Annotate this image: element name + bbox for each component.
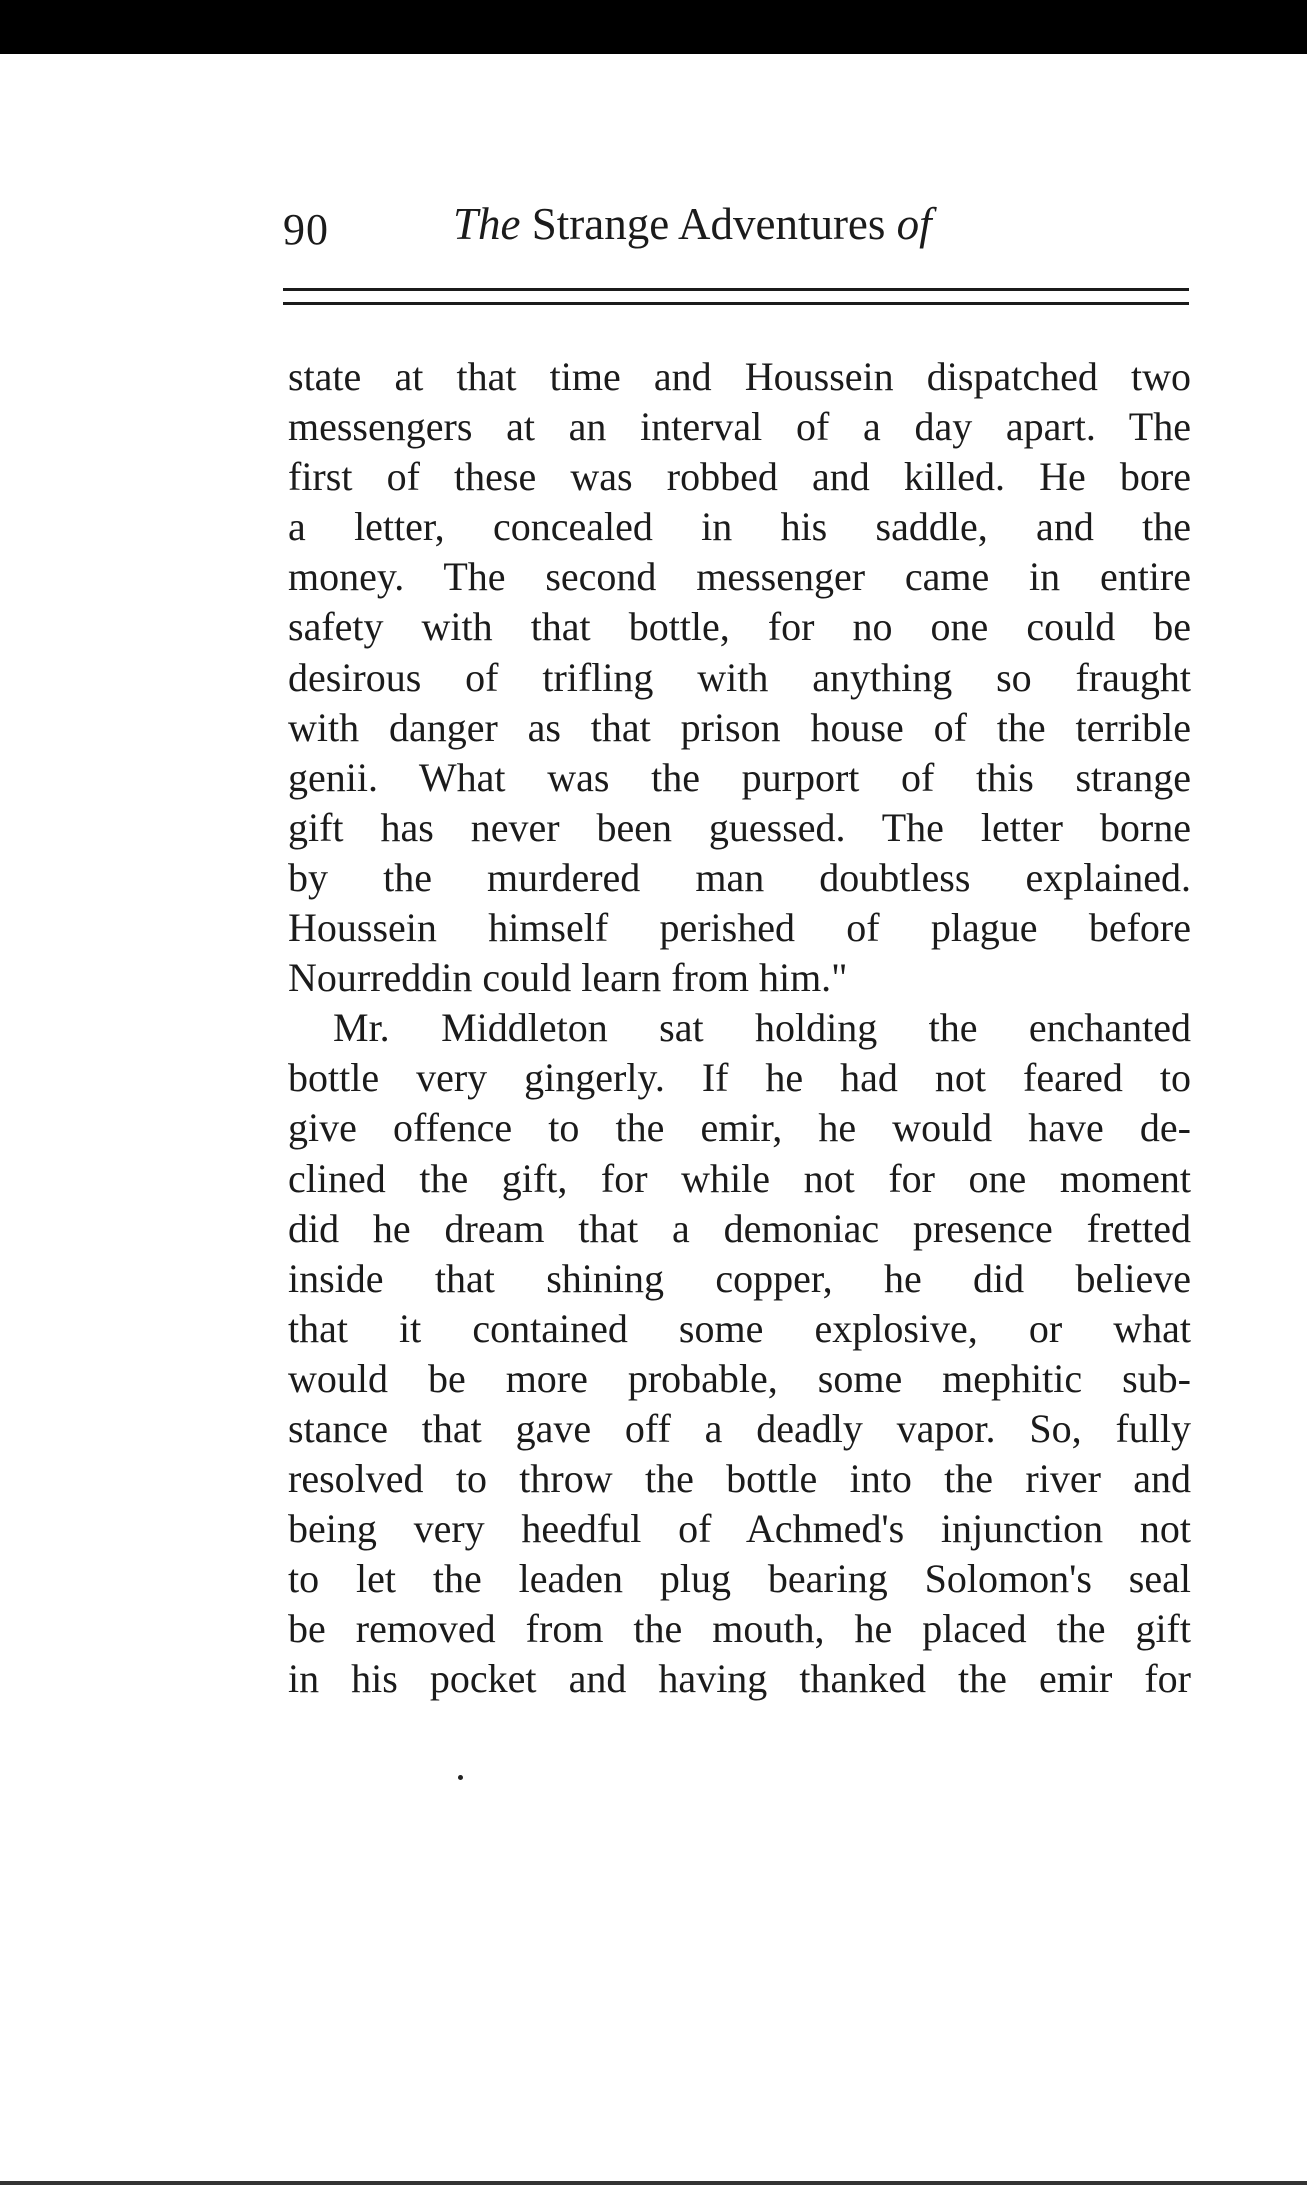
- text-line: safety with that bottle, for no one could be: [288, 604, 1191, 650]
- text-line: gift has never been guessed. The letter borne: [288, 804, 1191, 850]
- text-line: Mr. Middleton sat holding the enchanted: [333, 1005, 1191, 1051]
- ink-speck: [458, 1775, 463, 1780]
- text-line: would be more probable, some mephitic sub-: [288, 1355, 1191, 1401]
- text-line: in his pocket and having thanked the emir for: [288, 1656, 1191, 1702]
- text-line: bottle very gingerly. If he had not feared to: [288, 1055, 1191, 1101]
- text-line: messengers at an interval of a day apart. The: [288, 404, 1191, 450]
- text-line: that it contained some explosive, or what: [288, 1305, 1191, 1351]
- text-line: resolved to throw the bottle into the river and: [288, 1456, 1191, 1502]
- scan-top-border: [0, 0, 1307, 54]
- text-line: give offence to the emir, he would have de-: [288, 1105, 1191, 1151]
- text-line: to let the leaden plug bearing Solomon's seal: [288, 1556, 1191, 1602]
- text-line: money. The second messenger came in entire: [288, 554, 1191, 600]
- text-line: be removed from the mouth, he placed the gift: [288, 1606, 1191, 1652]
- running-title-of: of: [896, 199, 932, 249]
- page-header: [283, 192, 1193, 262]
- text-line: Houssein himself perished of plague before: [288, 905, 1191, 951]
- text-line: a letter, concealed in his saddle, and the: [288, 504, 1191, 550]
- running-title-main: Strange Adventures: [531, 199, 886, 249]
- text-line: did he dream that a demoniac presence fretted: [288, 1205, 1191, 1251]
- text-line: clined the gift, for while not for one moment: [288, 1155, 1191, 1201]
- body-text: [288, 352, 1191, 1705]
- running-title: [453, 198, 932, 250]
- text-line: Nourreddin could learn from him.": [288, 955, 848, 1001]
- header-rule-top: [283, 288, 1189, 291]
- text-line: desirous of trifling with anything so fraught: [288, 654, 1191, 700]
- text-line: first of these was robbed and killed. He bore: [288, 454, 1191, 500]
- text-line: state at that time and Houssein dispatched two: [288, 354, 1191, 399]
- page-number: 90: [283, 205, 329, 254]
- scan-bottom-edge: [0, 2181, 1307, 2185]
- text-line: being very heedful of Achmed's injunction not: [288, 1506, 1191, 1552]
- text-line: by the murdered man doubtless explained.: [288, 854, 1191, 900]
- text-line: stance that gave off a deadly vapor. So, fully: [288, 1405, 1191, 1451]
- header-rule-bottom: [283, 302, 1189, 305]
- running-title-the: The: [453, 199, 521, 249]
- text-line: inside that shining copper, he did believe: [288, 1255, 1191, 1301]
- text-line: with danger as that prison house of the terrible: [288, 704, 1191, 750]
- text-line: genii. What was the purport of this strange: [288, 754, 1191, 800]
